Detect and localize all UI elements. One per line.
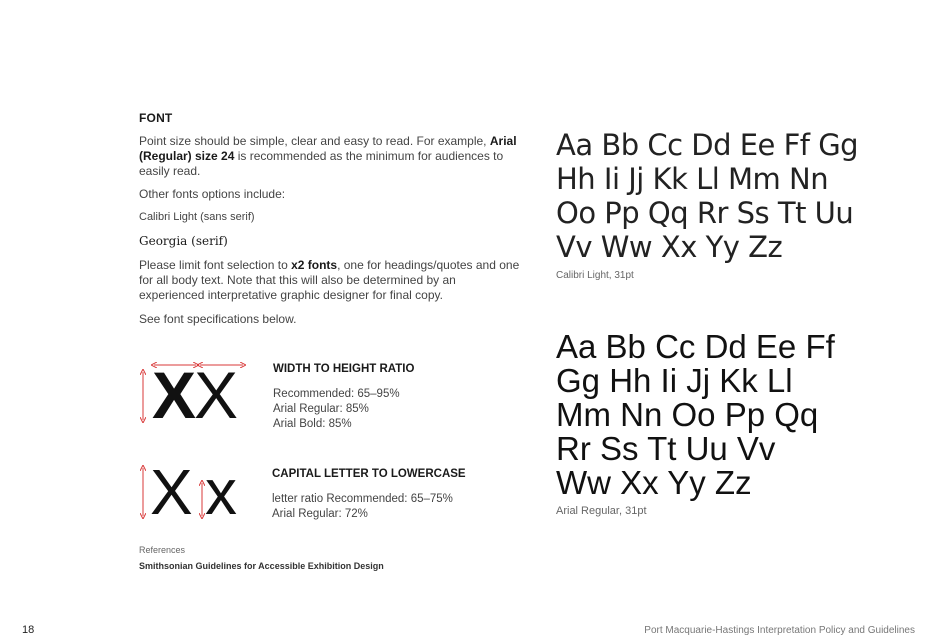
width-height-line: Arial Bold: 85% xyxy=(273,418,352,430)
georgia-example: Georgia (serif) xyxy=(139,234,228,248)
specimen-line: Rr Ss Tt Uu Vv xyxy=(556,430,776,467)
width-height-line: Arial Regular: 85% xyxy=(273,403,369,415)
specimen-line: Gg Hh Ii Jj Kk Ll xyxy=(556,362,793,399)
specimen-line: Oo Pp Qq Rr Ss Tt Uu xyxy=(556,196,854,230)
arial-specimen xyxy=(556,330,835,500)
specimen-line: Mm Nn Oo Pp Qq xyxy=(556,396,819,433)
specimen-line: Aa Bb Cc Dd Ee Ff Gg xyxy=(556,128,859,162)
capital-lowercase-line: Arial Regular: 72% xyxy=(272,508,368,520)
document-title: Port Macquarie-Hastings Interpretation Policy and Guidelines xyxy=(644,625,915,636)
capital-lowercase-values xyxy=(272,492,453,522)
capital-x-glyph: X xyxy=(150,456,193,528)
width-height-title: WIDTH TO HEIGHT RATIO xyxy=(273,363,415,375)
page-number: 18 xyxy=(22,624,35,636)
references-title: Smithsonian Guidelines for Accessible Exhibition Design xyxy=(139,561,384,571)
references-label: References xyxy=(139,545,186,555)
intro-text: Point size should be simple, clear and easy to read. For example, xyxy=(139,134,490,148)
calibri-specimen xyxy=(556,128,858,264)
calibri-example: Calibri Light (sans serif) xyxy=(139,211,255,223)
other-fonts-text: Other fonts options include: xyxy=(139,187,286,201)
specimen-line: Aa Bb Cc Dd Ee Ff xyxy=(556,328,835,365)
regular-x-glyph: X xyxy=(194,358,237,432)
arial-caption: Arial Regular, 31pt xyxy=(556,505,647,517)
font-heading: FONT xyxy=(139,111,173,125)
specimen-line: Ww Xx Yy Zz xyxy=(556,464,752,501)
limit-bold: x2 fonts xyxy=(291,258,338,272)
lowercase-x-glyph: x xyxy=(205,456,237,528)
font-intro-paragraph xyxy=(139,134,519,179)
specimen-line: Hh Ii Jj Kk Ll Mm Nn xyxy=(556,162,829,196)
capital-lowercase-line: letter ratio Recommended: 65–75% xyxy=(272,493,453,505)
capital-lowercase-title: CAPITAL LETTER TO LOWERCASE xyxy=(272,468,466,480)
limit-text-end: , one for headings/quotes and one for all body text. Note that this will also be determined by an experienced interpretative graphic designer for final copy. xyxy=(139,258,520,302)
xx-glyphs xyxy=(152,360,236,430)
intro-text-end: is recommended as the minimum for audiences to easily read. xyxy=(139,149,504,178)
width-height-values xyxy=(273,387,400,432)
font-limit-paragraph xyxy=(139,258,524,303)
intro-bold: Arial (Regular) size 24 xyxy=(139,134,517,163)
bold-x-glyph: X xyxy=(152,358,195,432)
specimen-line: Vv Ww Xx Yy Zz xyxy=(556,230,783,264)
see-specs-text: See font specifications below. xyxy=(139,312,297,326)
limit-text: Please limit font selection to xyxy=(139,258,292,272)
calibri-caption: Calibri Light, 31pt xyxy=(556,270,634,281)
width-height-line: Recommended: 65–95% xyxy=(273,388,400,400)
